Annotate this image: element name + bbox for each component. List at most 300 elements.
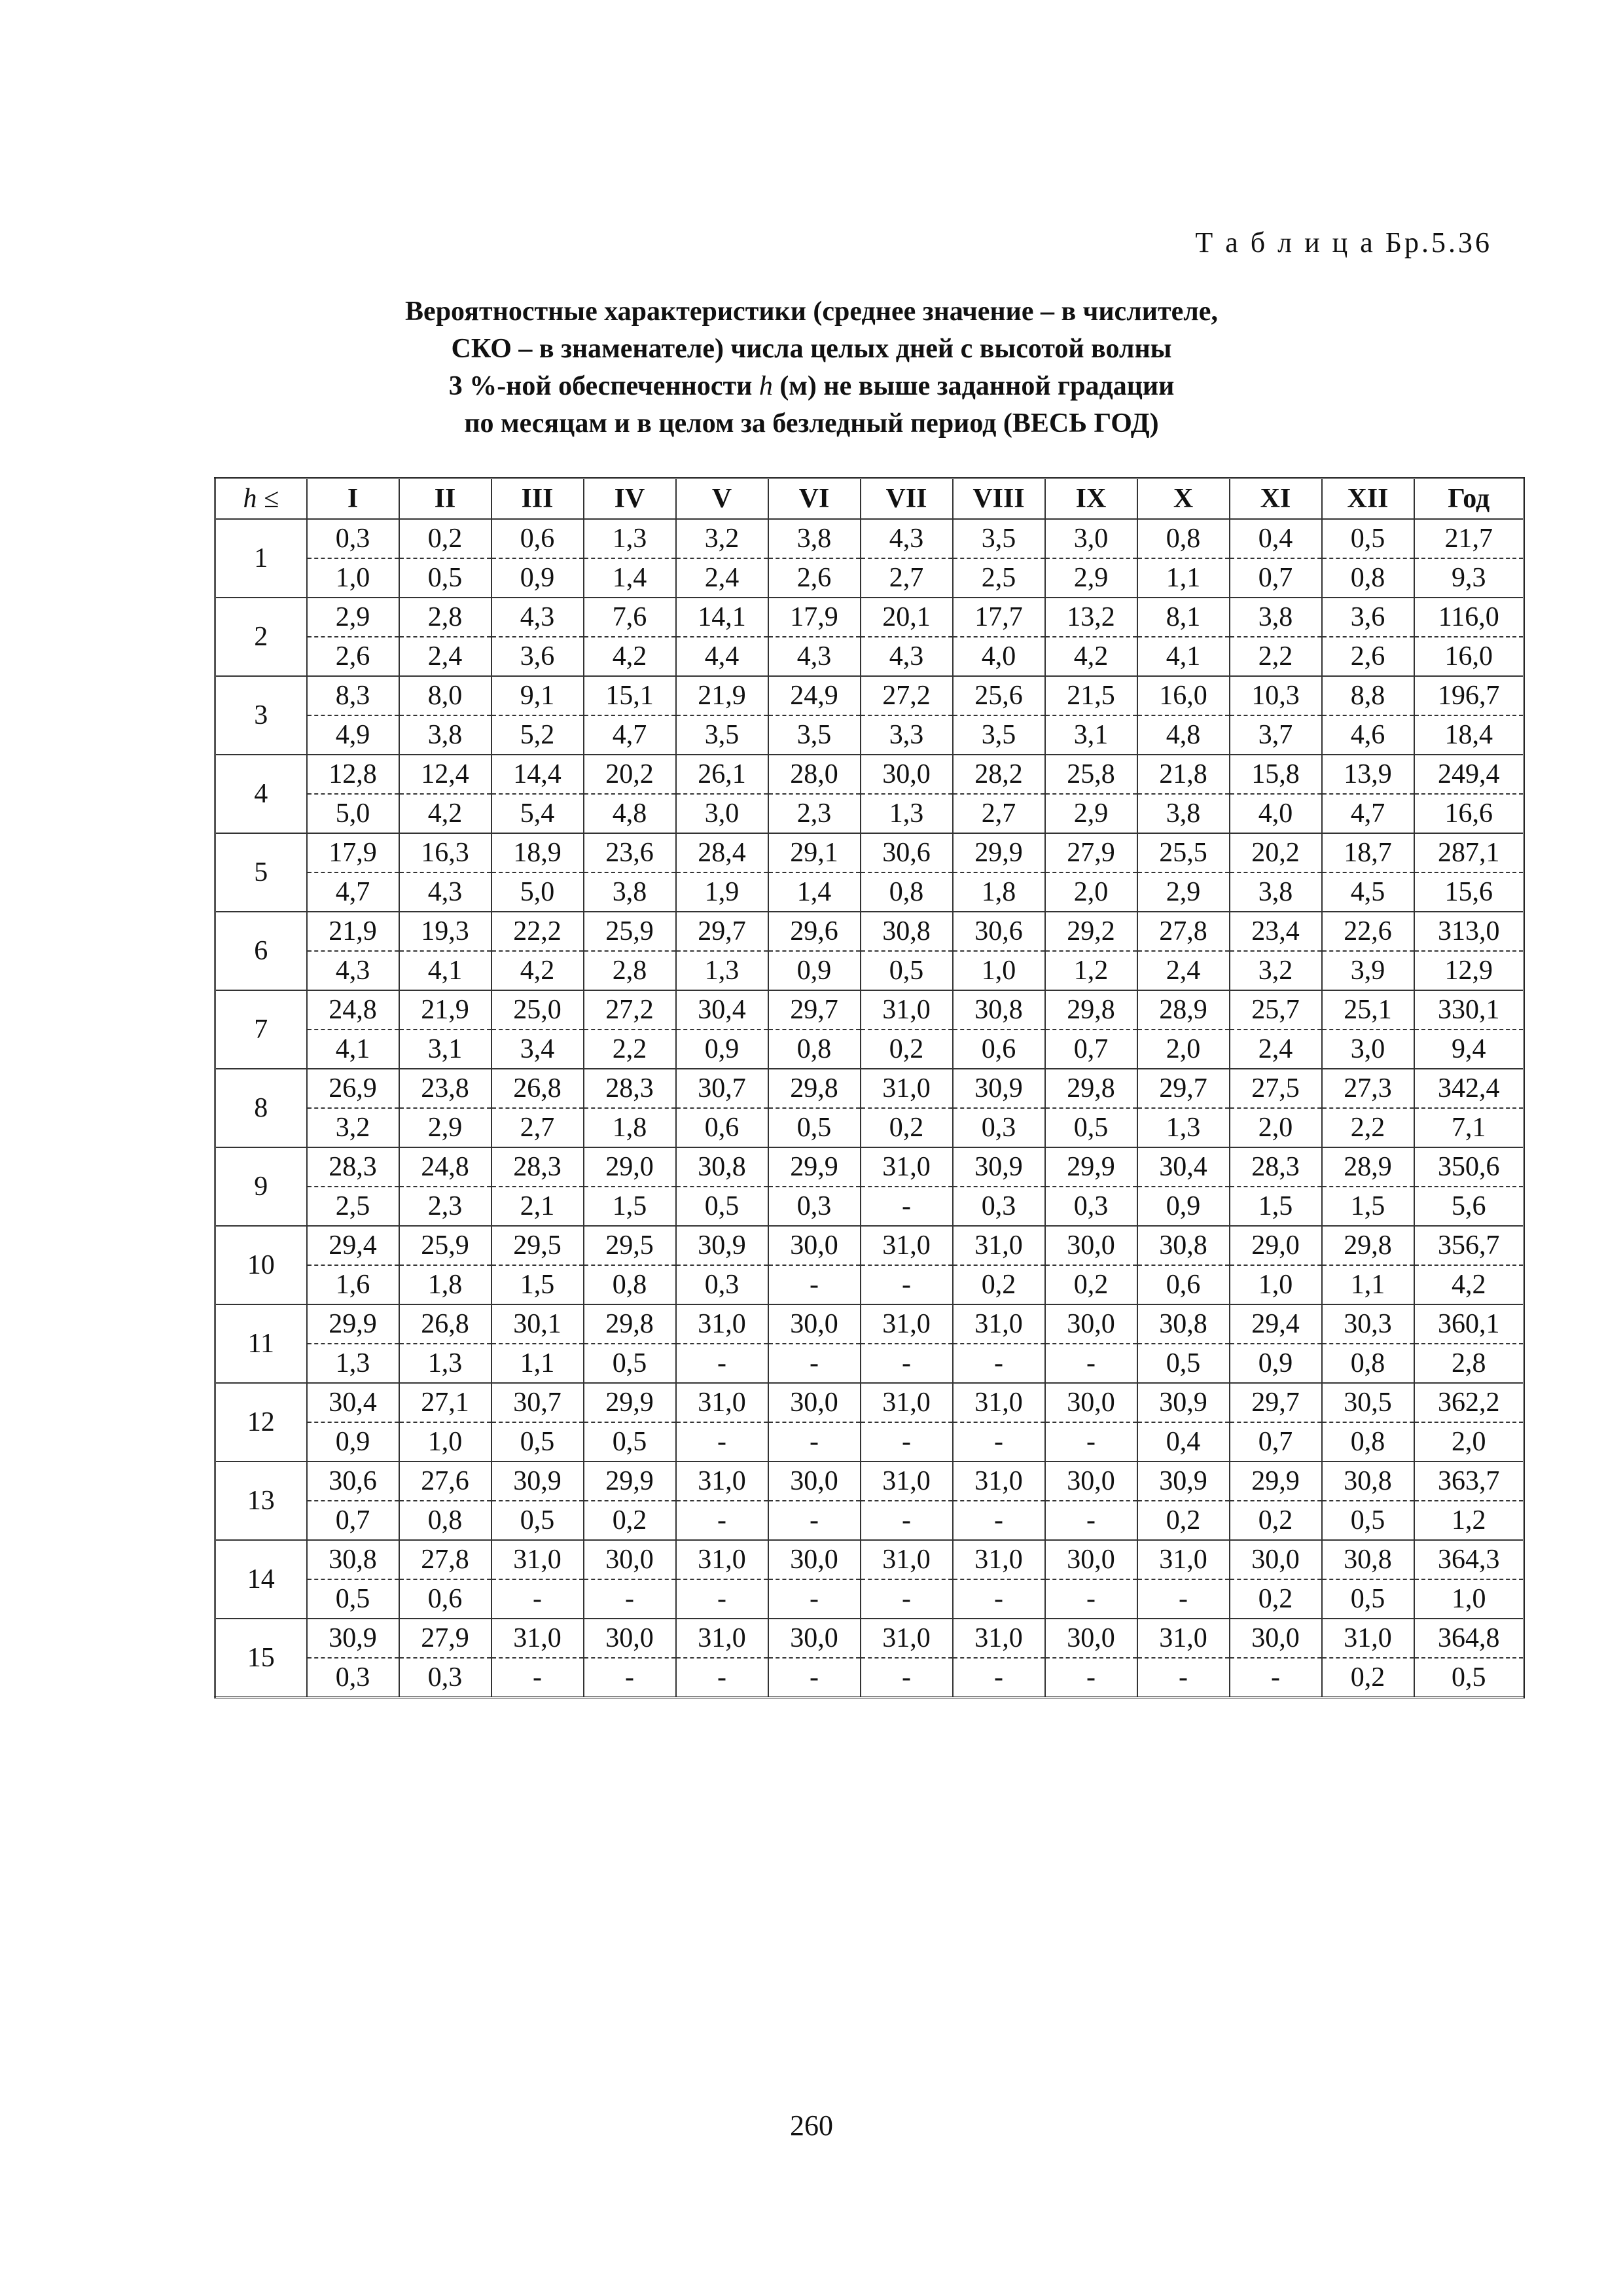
sd-cell: 3,0 <box>1322 1030 1414 1069</box>
sd-cell: - <box>953 1579 1045 1619</box>
column-header: VII <box>861 478 953 520</box>
title-line-3-start: 3 %-ной обеспеченности <box>448 371 753 401</box>
sd-cell: - <box>768 1265 861 1304</box>
mean-cell: 29,4 <box>307 1226 399 1265</box>
sd-cell: 1,2 <box>1045 951 1137 990</box>
sd-cell: 1,1 <box>1137 558 1230 598</box>
mean-cell: 28,9 <box>1322 1147 1414 1187</box>
column-header: IX <box>1045 478 1137 520</box>
mean-cell: 13,2 <box>1045 598 1137 637</box>
sd-cell: 3,8 <box>1230 872 1322 912</box>
mean-cell: 24,8 <box>307 990 399 1030</box>
sd-cell: - <box>768 1501 861 1540</box>
mean-cell: 15,1 <box>584 676 676 715</box>
sd-cell: 4,2 <box>1414 1265 1524 1304</box>
mean-cell: 30,0 <box>768 1462 861 1501</box>
sd-cell: 9,4 <box>1414 1030 1524 1069</box>
sd-cell: 3,3 <box>861 715 953 755</box>
sd-cell: 5,4 <box>491 794 584 833</box>
mean-cell: 20,1 <box>861 598 953 637</box>
mean-cell: 26,9 <box>307 1069 399 1108</box>
mean-cell: 363,7 <box>1414 1462 1524 1501</box>
mean-cell: 3,8 <box>768 519 861 558</box>
mean-cell: 31,0 <box>953 1383 1045 1422</box>
mean-cell: 0,8 <box>1137 519 1230 558</box>
sd-cell: 4,3 <box>307 951 399 990</box>
sd-cell: 0,3 <box>307 1658 399 1698</box>
sd-cell: 4,9 <box>307 715 399 755</box>
sd-cell: - <box>1045 1422 1137 1462</box>
mean-cell: 249,4 <box>1414 755 1524 794</box>
sd-cell: 4,2 <box>1045 637 1137 676</box>
mean-cell: 28,3 <box>1230 1147 1322 1187</box>
sd-cell: 1,4 <box>584 558 676 598</box>
mean-cell: 31,0 <box>676 1462 768 1501</box>
mean-cell: 26,1 <box>676 755 768 794</box>
table-row-mean <box>215 755 1524 794</box>
sd-cell: 0,5 <box>584 1422 676 1462</box>
table-body <box>215 519 1524 1698</box>
mean-cell: 31,0 <box>676 1540 768 1579</box>
sd-cell: 0,5 <box>1045 1108 1137 1147</box>
sd-cell: 2,6 <box>1322 637 1414 676</box>
mean-cell: 30,9 <box>491 1462 584 1501</box>
sd-cell: - <box>1045 1501 1137 1540</box>
mean-cell: 8,0 <box>399 676 491 715</box>
sd-cell: - <box>1137 1579 1230 1619</box>
mean-cell: 30,8 <box>1322 1540 1414 1579</box>
sd-cell: 5,6 <box>1414 1187 1524 1226</box>
table-row-mean <box>215 912 1524 951</box>
sd-cell: 0,5 <box>768 1108 861 1147</box>
mean-cell: 29,8 <box>1045 1069 1137 1108</box>
mean-cell: 21,9 <box>307 912 399 951</box>
sd-cell: 3,9 <box>1322 951 1414 990</box>
table-row-mean <box>215 1226 1524 1265</box>
sd-cell: 0,8 <box>1322 1344 1414 1383</box>
sd-cell: - <box>861 1501 953 1540</box>
sd-cell: 1,5 <box>1230 1187 1322 1226</box>
mean-cell: 29,7 <box>768 990 861 1030</box>
sd-cell: 4,3 <box>861 637 953 676</box>
sd-cell: - <box>584 1579 676 1619</box>
sd-cell: - <box>861 1187 953 1226</box>
sd-cell: 1,6 <box>307 1265 399 1304</box>
sd-cell: 4,7 <box>307 872 399 912</box>
sd-cell: 2,0 <box>1137 1030 1230 1069</box>
sd-cell: 0,2 <box>584 1501 676 1540</box>
title-line-2: СКО – в знаменателе) числа целых дней с высотой волны <box>451 334 1172 364</box>
mean-cell: 27,9 <box>1045 833 1137 872</box>
mean-cell: 22,6 <box>1322 912 1414 951</box>
mean-cell: 30,3 <box>1322 1304 1414 1344</box>
table-row-mean <box>215 833 1524 872</box>
mean-cell: 19,3 <box>399 912 491 951</box>
sd-cell: 2,9 <box>1137 872 1230 912</box>
sd-cell: 4,7 <box>584 715 676 755</box>
mean-cell: 30,7 <box>491 1383 584 1422</box>
mean-cell: 30,6 <box>953 912 1045 951</box>
sd-cell: 3,8 <box>584 872 676 912</box>
sd-cell: 3,0 <box>676 794 768 833</box>
sd-cell: 0,9 <box>1137 1187 1230 1226</box>
mean-cell: 1,3 <box>584 519 676 558</box>
mean-cell: 31,0 <box>676 1304 768 1344</box>
mean-cell: 22,2 <box>491 912 584 951</box>
sd-cell: 4,5 <box>1322 872 1414 912</box>
sd-cell: - <box>861 1658 953 1698</box>
mean-cell: 30,6 <box>307 1462 399 1501</box>
sd-cell: 0,6 <box>953 1030 1045 1069</box>
mean-cell: 0,3 <box>307 519 399 558</box>
sd-cell: 4,1 <box>1137 637 1230 676</box>
mean-cell: 30,8 <box>1137 1226 1230 1265</box>
mean-cell: 28,3 <box>584 1069 676 1108</box>
sd-cell: - <box>1045 1579 1137 1619</box>
column-header: I <box>307 478 399 520</box>
table-title <box>196 293 1427 442</box>
mean-cell: 342,4 <box>1414 1069 1524 1108</box>
sd-cell: 1,5 <box>1322 1187 1414 1226</box>
sd-cell: 0,7 <box>1045 1030 1137 1069</box>
mean-cell: 30,0 <box>584 1540 676 1579</box>
table-row-sd <box>215 558 1524 598</box>
column-header: Год <box>1414 478 1524 520</box>
mean-cell: 360,1 <box>1414 1304 1524 1344</box>
mean-cell: 29,0 <box>1230 1226 1322 1265</box>
column-header: V <box>676 478 768 520</box>
mean-cell: 31,0 <box>861 1619 953 1658</box>
mean-cell: 3,2 <box>676 519 768 558</box>
mean-cell: 30,0 <box>768 1383 861 1422</box>
sd-cell: 2,6 <box>768 558 861 598</box>
mean-cell: 31,0 <box>1137 1619 1230 1658</box>
sd-cell: - <box>676 1501 768 1540</box>
mean-cell: 27,9 <box>399 1619 491 1658</box>
mean-cell: 30,9 <box>307 1619 399 1658</box>
sd-cell: 0,2 <box>861 1108 953 1147</box>
mean-cell: 0,5 <box>1322 519 1414 558</box>
mean-cell: 26,8 <box>491 1069 584 1108</box>
mean-cell: 29,1 <box>768 833 861 872</box>
row-h-value: 12 <box>215 1383 307 1462</box>
mean-cell: 3,0 <box>1045 519 1137 558</box>
sd-cell: 12,9 <box>1414 951 1524 990</box>
mean-cell: 31,0 <box>676 1383 768 1422</box>
mean-cell: 29,7 <box>1137 1069 1230 1108</box>
mean-cell: 31,0 <box>953 1462 1045 1501</box>
table-row-sd <box>215 715 1524 755</box>
sd-cell: 0,8 <box>584 1265 676 1304</box>
sd-cell: 2,5 <box>953 558 1045 598</box>
mean-cell: 0,2 <box>399 519 491 558</box>
mean-cell: 31,0 <box>953 1619 1045 1658</box>
sd-cell: 0,5 <box>676 1187 768 1226</box>
sd-cell: 0,3 <box>953 1108 1045 1147</box>
mean-cell: 30,1 <box>491 1304 584 1344</box>
mean-cell: 116,0 <box>1414 598 1524 637</box>
sd-cell: 0,8 <box>768 1030 861 1069</box>
mean-cell: 25,9 <box>399 1226 491 1265</box>
mean-cell: 29,8 <box>768 1069 861 1108</box>
sd-cell: 4,2 <box>491 951 584 990</box>
sd-cell: 0,7 <box>307 1501 399 1540</box>
sd-cell: - <box>768 1344 861 1383</box>
mean-cell: 31,0 <box>953 1226 1045 1265</box>
mean-cell: 29,7 <box>676 912 768 951</box>
mean-cell: 30,0 <box>1045 1226 1137 1265</box>
data-table <box>214 477 1525 1698</box>
sd-cell: 0,3 <box>399 1658 491 1698</box>
table-row-sd <box>215 1265 1524 1304</box>
table-row-sd <box>215 1422 1524 1462</box>
table-row-sd <box>215 1579 1524 1619</box>
sd-cell: 5,2 <box>491 715 584 755</box>
mean-cell: 30,7 <box>676 1069 768 1108</box>
mean-cell: 30,0 <box>1045 1304 1137 1344</box>
sd-cell: 18,4 <box>1414 715 1524 755</box>
mean-cell: 30,9 <box>676 1226 768 1265</box>
sd-cell: 3,5 <box>768 715 861 755</box>
mean-cell: 31,0 <box>861 1304 953 1344</box>
sd-cell: 2,3 <box>399 1187 491 1226</box>
mean-cell: 31,0 <box>491 1540 584 1579</box>
mean-cell: 0,4 <box>1230 519 1322 558</box>
mean-cell: 30,0 <box>1045 1540 1137 1579</box>
sd-cell: 0,8 <box>861 872 953 912</box>
sd-cell: 1,0 <box>399 1422 491 1462</box>
sd-cell: - <box>953 1658 1045 1698</box>
mean-cell: 23,4 <box>1230 912 1322 951</box>
sd-cell: 3,1 <box>1045 715 1137 755</box>
row-h-value: 10 <box>215 1226 307 1304</box>
sd-cell: - <box>1230 1658 1322 1698</box>
sd-cell: 0,2 <box>1230 1579 1322 1619</box>
column-header: VIII <box>953 478 1045 520</box>
mean-cell: 25,0 <box>491 990 584 1030</box>
table-row-sd <box>215 1187 1524 1226</box>
sd-cell: 0,5 <box>491 1501 584 1540</box>
mean-cell: 17,9 <box>307 833 399 872</box>
mean-cell: 31,0 <box>1137 1540 1230 1579</box>
sd-cell: - <box>768 1658 861 1698</box>
mean-cell: 30,4 <box>676 990 768 1030</box>
mean-cell: 31,0 <box>491 1619 584 1658</box>
sd-cell: 2,2 <box>1230 637 1322 676</box>
sd-cell: 4,6 <box>1322 715 1414 755</box>
sd-cell: 0,2 <box>1230 1501 1322 1540</box>
mean-cell: 25,7 <box>1230 990 1322 1030</box>
sd-cell: 0,3 <box>1045 1187 1137 1226</box>
mean-cell: 27,8 <box>1137 912 1230 951</box>
sd-cell: 1,8 <box>584 1108 676 1147</box>
mean-cell: 30,8 <box>307 1540 399 1579</box>
sd-cell: 2,0 <box>1045 872 1137 912</box>
sd-cell: 3,2 <box>1230 951 1322 990</box>
row-h-value: 11 <box>215 1304 307 1383</box>
sd-cell: 4,8 <box>1137 715 1230 755</box>
sd-cell: 0,5 <box>584 1344 676 1383</box>
row-h-value: 3 <box>215 676 307 755</box>
sd-cell: 0,2 <box>861 1030 953 1069</box>
mean-cell: 28,2 <box>953 755 1045 794</box>
mean-cell: 362,2 <box>1414 1383 1524 1422</box>
mean-cell: 28,4 <box>676 833 768 872</box>
sd-cell: 2,9 <box>399 1108 491 1147</box>
sd-cell: 4,0 <box>1230 794 1322 833</box>
mean-cell: 29,0 <box>584 1147 676 1187</box>
sd-cell: 4,2 <box>584 637 676 676</box>
mean-cell: 3,8 <box>1230 598 1322 637</box>
sd-cell: 4,2 <box>399 794 491 833</box>
mean-cell: 16,3 <box>399 833 491 872</box>
mean-cell: 14,4 <box>491 755 584 794</box>
mean-cell: 21,9 <box>676 676 768 715</box>
sd-cell: 0,5 <box>861 951 953 990</box>
row-h-value: 15 <box>215 1619 307 1698</box>
sd-cell: - <box>1137 1658 1230 1698</box>
sd-cell: 0,5 <box>1137 1344 1230 1383</box>
column-header-h: h ≤ <box>215 478 307 520</box>
sd-cell: 2,0 <box>1414 1422 1524 1462</box>
sd-cell: 2,9 <box>1045 794 1137 833</box>
sd-cell: 2,4 <box>1230 1030 1322 1069</box>
table-row-mean <box>215 676 1524 715</box>
mean-cell: 29,9 <box>584 1462 676 1501</box>
sd-cell: 3,6 <box>491 637 584 676</box>
sd-cell: - <box>676 1579 768 1619</box>
mean-cell: 30,8 <box>676 1147 768 1187</box>
sd-cell: 4,7 <box>1322 794 1414 833</box>
table-row-mean <box>215 1383 1524 1422</box>
mean-cell: 30,0 <box>1045 1619 1137 1658</box>
mean-cell: 196,7 <box>1414 676 1524 715</box>
mean-cell: 25,5 <box>1137 833 1230 872</box>
sd-cell: 5,0 <box>307 794 399 833</box>
mean-cell: 30,8 <box>861 912 953 951</box>
title-line-4: по месяцам и в целом за безледный период (ВЕСЬ ГОД) <box>464 408 1159 439</box>
sd-cell: 15,6 <box>1414 872 1524 912</box>
table-row-sd <box>215 951 1524 990</box>
sd-cell: 7,1 <box>1414 1108 1524 1147</box>
mean-cell: 330,1 <box>1414 990 1524 1030</box>
mean-cell: 20,2 <box>584 755 676 794</box>
sd-cell: 0,6 <box>399 1579 491 1619</box>
mean-cell: 25,1 <box>1322 990 1414 1030</box>
mean-cell: 21,7 <box>1414 519 1524 558</box>
sd-cell: 0,3 <box>768 1187 861 1226</box>
mean-cell: 29,9 <box>584 1383 676 1422</box>
sd-cell: 4,1 <box>307 1030 399 1069</box>
mean-cell: 31,0 <box>1322 1619 1414 1658</box>
mean-cell: 30,8 <box>1137 1304 1230 1344</box>
mean-cell: 31,0 <box>861 1226 953 1265</box>
mean-cell: 29,8 <box>584 1304 676 1344</box>
mean-cell: 4,3 <box>861 519 953 558</box>
mean-cell: 356,7 <box>1414 1226 1524 1265</box>
mean-cell: 25,9 <box>584 912 676 951</box>
mean-cell: 21,8 <box>1137 755 1230 794</box>
mean-cell: 29,8 <box>1045 990 1137 1030</box>
sd-cell: 0,7 <box>1230 558 1322 598</box>
sd-cell: 2,0 <box>1230 1108 1322 1147</box>
mean-cell: 30,4 <box>307 1383 399 1422</box>
sd-cell: 16,0 <box>1414 637 1524 676</box>
mean-cell: 28,3 <box>307 1147 399 1187</box>
sd-cell: - <box>861 1344 953 1383</box>
mean-cell: 31,0 <box>861 990 953 1030</box>
mean-cell: 30,0 <box>584 1619 676 1658</box>
sd-cell: 0,3 <box>953 1187 1045 1226</box>
sd-cell: 1,0 <box>1414 1579 1524 1619</box>
sd-cell: 2,7 <box>491 1108 584 1147</box>
sd-cell: - <box>676 1422 768 1462</box>
mean-cell: 29,6 <box>768 912 861 951</box>
table-row-sd <box>215 1501 1524 1540</box>
sd-cell: 3,8 <box>399 715 491 755</box>
mean-cell: 3,6 <box>1322 598 1414 637</box>
table-row-mean <box>215 1069 1524 1108</box>
sd-cell: 16,6 <box>1414 794 1524 833</box>
sd-cell: 3,1 <box>399 1030 491 1069</box>
sd-cell: 2,1 <box>491 1187 584 1226</box>
mean-cell: 30,6 <box>861 833 953 872</box>
sd-cell: 4,3 <box>399 872 491 912</box>
sd-cell: 1,1 <box>1322 1265 1414 1304</box>
mean-cell: 27,2 <box>861 676 953 715</box>
sd-cell: 4,0 <box>953 637 1045 676</box>
sd-cell: - <box>1045 1658 1137 1698</box>
sd-cell: 1,0 <box>1230 1265 1322 1304</box>
sd-cell: 0,3 <box>676 1265 768 1304</box>
row-h-value: 5 <box>215 833 307 912</box>
mean-cell: 21,5 <box>1045 676 1137 715</box>
mean-cell: 29,9 <box>953 833 1045 872</box>
sd-cell: 9,3 <box>1414 558 1524 598</box>
table-row-mean <box>215 1619 1524 1658</box>
table-row-mean <box>215 1540 1524 1579</box>
table-row-sd <box>215 637 1524 676</box>
sd-cell: 2,8 <box>1414 1344 1524 1383</box>
sd-cell: 2,8 <box>584 951 676 990</box>
sd-cell: 3,8 <box>1137 794 1230 833</box>
sd-cell: 0,5 <box>1322 1579 1414 1619</box>
mean-cell: 0,6 <box>491 519 584 558</box>
table-row-mean <box>215 990 1524 1030</box>
sd-cell: 0,4 <box>1137 1422 1230 1462</box>
sd-cell: - <box>953 1344 1045 1383</box>
sd-cell: 0,6 <box>1137 1265 1230 1304</box>
sd-cell: 0,2 <box>1322 1658 1414 1698</box>
table-row-sd <box>215 1344 1524 1383</box>
sd-cell: 2,4 <box>676 558 768 598</box>
sd-cell: - <box>861 1422 953 1462</box>
mean-cell: 23,6 <box>584 833 676 872</box>
mean-cell: 31,0 <box>676 1619 768 1658</box>
table-row-mean <box>215 1147 1524 1187</box>
row-h-value: 14 <box>215 1540 307 1619</box>
sd-cell: - <box>768 1579 861 1619</box>
sd-cell: 1,3 <box>399 1344 491 1383</box>
mean-cell: 30,0 <box>768 1304 861 1344</box>
sd-cell: - <box>584 1658 676 1698</box>
mean-cell: 2,9 <box>307 598 399 637</box>
sd-cell: 1,8 <box>953 872 1045 912</box>
sd-cell: 1,5 <box>584 1187 676 1226</box>
sd-cell: 1,2 <box>1414 1501 1524 1540</box>
sd-cell: - <box>676 1344 768 1383</box>
mean-cell: 7,6 <box>584 598 676 637</box>
